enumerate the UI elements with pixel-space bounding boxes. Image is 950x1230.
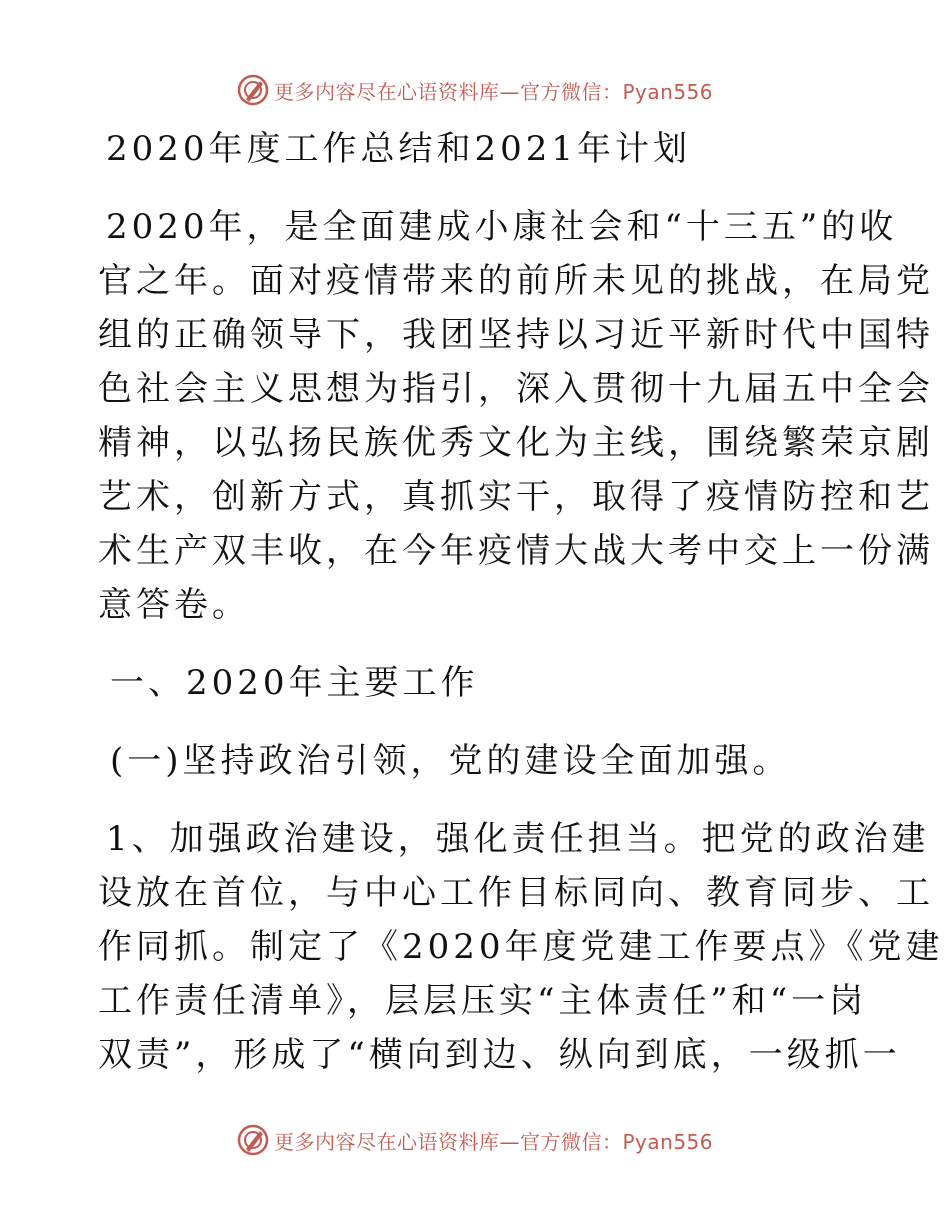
text-line: 艺术，创新方式，真抓实干，取得了疫情防控和艺 xyxy=(98,477,934,517)
brand-logo-icon xyxy=(236,73,270,107)
text-line: 双责”，形成了“横向到边、纵向到底，一级抓一 xyxy=(98,1035,901,1075)
text-line: 组的正确领导下，我团坚持以习近平新时代中国特 xyxy=(98,315,934,355)
text-line: 官之年。面对疫情带来的前所未见的挑战，在局党 xyxy=(98,261,934,301)
section-heading: 一、2020年主要工作 xyxy=(110,663,479,703)
watermark-text: 更多内容尽在心语资料库—官方微信：Pyan556 xyxy=(274,79,714,104)
intro-paragraph xyxy=(98,200,934,632)
watermark-top xyxy=(236,72,713,108)
item-paragraph xyxy=(98,812,944,1082)
text-line: 作同抓。制定了《2020年度党建工作要点》《党建 xyxy=(98,927,944,967)
text-line: 工作责任清单》，层层压实“主体责任”和“一岗 xyxy=(98,981,868,1021)
text-line: 意答卷。 xyxy=(98,585,250,625)
watermark-bottom xyxy=(236,1122,713,1158)
text-line: 色社会主义思想为指引，深入贯彻十九届五中全会 xyxy=(98,369,934,409)
text-line: 精神，以弘扬民族优秀文化为主线，围绕繁荣京剧 xyxy=(98,423,934,463)
subsection-heading: (一)坚持政治引领，党的建设全面加强。 xyxy=(110,741,791,781)
brand-logo-icon xyxy=(236,1123,270,1157)
document-body xyxy=(98,122,944,1082)
document-title: 2020年度工作总结和2021年计划 xyxy=(106,129,692,169)
text-line: 术生产双丰收，在今年疫情大战大考中交上一份满 xyxy=(98,531,934,571)
text-line: 1、加强政治建设，强化责任担当。把党的政治建 xyxy=(106,819,930,859)
text-line: 2020年，是全面建成小康社会和“十三五”的收 xyxy=(106,207,898,247)
watermark-text: 更多内容尽在心语资料库—官方微信：Pyan556 xyxy=(274,1129,714,1154)
text-line: 设放在首位，与中心工作目标同向、教育同步、工 xyxy=(98,873,934,913)
